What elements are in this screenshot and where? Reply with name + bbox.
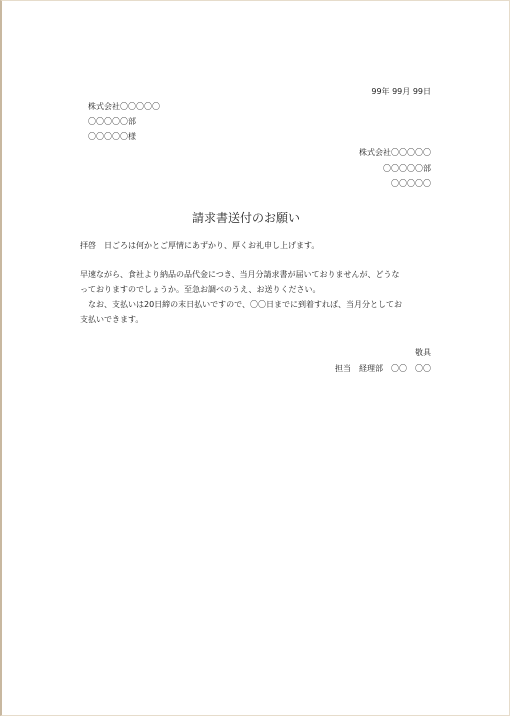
sender-company: 株式会社〇〇〇〇〇 [359,148,431,157]
letter-body [80,267,440,327]
closing: 敬具 [415,348,431,357]
recipient-company: 株式会社〇〇〇〇〇 [88,102,160,111]
recipient-name: 〇〇〇〇〇様 [88,132,136,141]
greeting: 拝啓 日ごろは何かとご厚情にあずかり、厚くお礼申し上げます。 [80,241,320,250]
recipient-department: 〇〇〇〇〇部 [88,117,136,126]
body-line: なお、支払いは20日締の末日払いですので、〇〇日までに到着すれば、当月分としてお [80,300,403,309]
letter-title: 請求書送付のお願い [192,211,301,225]
sender-name: 〇〇〇〇〇 [391,179,431,188]
sender-department: 〇〇〇〇〇部 [383,164,431,173]
body-line: っておりますのでしょうか。至急お調べのうえ、お送りください。 [80,285,321,294]
contact-person: 担当 経理部 〇〇 〇〇 [335,364,431,373]
body-line: 早速ながら、食社より納品の品代金につき、当月分請求書が届いておりませんが、どうな [80,270,400,279]
body-line: 支払いできます。 [80,315,144,324]
letter-date: 99年 99月 99日 [371,87,431,96]
